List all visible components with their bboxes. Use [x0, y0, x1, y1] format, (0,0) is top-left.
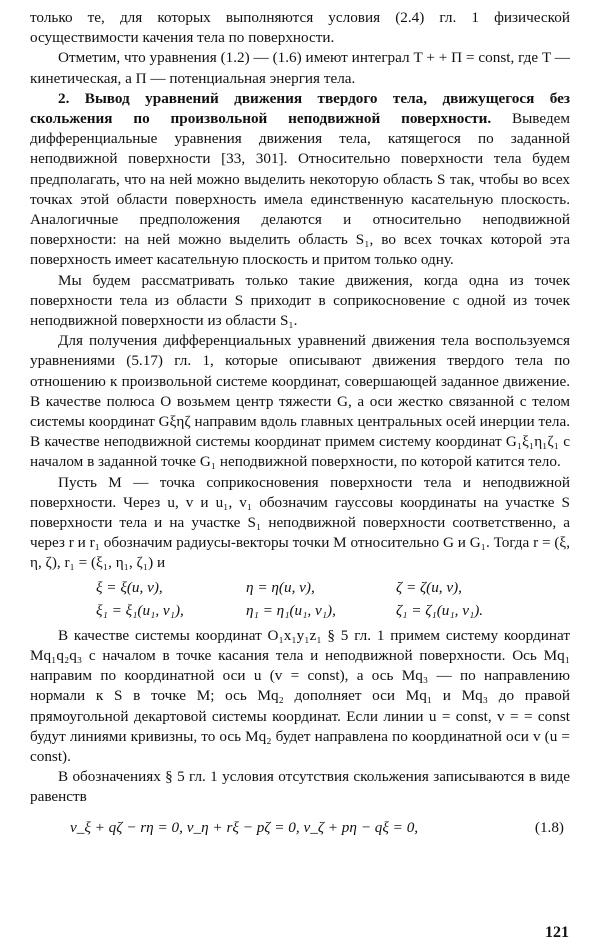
equation-block-coordinates — [96, 576, 570, 622]
paragraph-5: Для получения дифференциальных уравнений движения тела воспользуемся уравнениями (5.17) гл. 1, которые описывают движения твердого тела по отношению к произвольной системе координат, совершающей заданное движение. В качестве полюса O возьмем центр тяжести G, а оси жестко связанной с телом системы координат Gξηζ направим вдоль главных центральных осей инерции тела. В качестве неподвижной системы координат примем систему координат G₁ξ₁η₁ζ₁ с началом в заданной точке G₁ неподвижной поверхности, по которой катится тело. — [30, 332, 570, 471]
paragraph-6: Пусть M — точка соприкосновения поверхности тела и неподвижной поверхности. Через u, v и u₁, v₁ обозначим гауссовы координаты на участке S поверхности тела и на участке S₁ неподвижной поверхности соответственно, а через r и r₁ обозначим радиусы-векторы точки M относительно G и G₁. Тогда r = (ξ, η, ζ), r₁ = (ξ₁, η₁, ζ₁) и — [30, 473, 570, 572]
paragraph-4: Мы будем рассматривать только такие движения, когда одна из точек поверхности тела из области S приходит в соприкосновение с одной из точек неподвижной поверхности из области S₁. — [30, 271, 570, 330]
equation-no-slip — [70, 808, 570, 848]
paragraph-8: В обозначениях § 5 гл. 1 условия отсутствия скольжения записываются в виде равенств — [30, 768, 570, 806]
equation-no-slip-body: v_ξ + qζ − rη = 0, v_η + rξ − pζ = 0, v_ζ + pη − qξ = 0, — [70, 818, 419, 836]
section-heading: 2. Вывод уравнений движения твердого тела, движущегося без скольжения по произвольной неподвижной поверхности. — [30, 89, 570, 128]
equation-xi: ξ = ξ(u, v), — [96, 578, 163, 596]
equation-zeta1: ζ₁ = ζ₁(u₁, v₁). — [396, 601, 484, 619]
paragraph-2: Отметим, что уравнения (1.2) — (1.6) имеют интеграл T + + Π = const, где T — кинетическая, а Π — потенциальная энергия тела. — [30, 49, 570, 87]
equation-number: (1.8) — [534, 818, 564, 836]
paragraph-3 — [30, 89, 570, 271]
equation-xi1: ξ₁ = ξ₁(u₁, v₁), — [96, 601, 184, 619]
equation-eta1: η₁ = η₁(u₁, v₁), — [246, 601, 336, 619]
equation-eta: η = η(u, v), — [246, 578, 315, 596]
equation-zeta: ζ = ζ(u, v), — [396, 578, 462, 596]
section-body: Выведем дифференциальные уравнения движения тела, катящегося по заданной неподвижной поверхности [33, 301]. Относительно поверхности тела будем предполагать, что на ней можно выделить некоторую область S так, чтобы во всех точках этой области поверхность имела единственную касательную плоскость. Аналогичные предположения делаются и относительно неподвижной поверхности: на ней можно выделить область S₁, во всех точках которой эта поверхность имеет касательную плоскость и притом только одну. — [30, 110, 570, 269]
paragraph-7: В качестве системы координат O₁x₁y₁z₁ § 5 гл. 1 примем систему координат Mq₁q₂q₃ с началом в точке касания тела и неподвижной поверхности. Ось Mq₁ направим по координатной оси u (v = const), а ось Mq₃ — по направлению нормали к S в точке M; ось Mq₂ дополняет оси Mq₁ и Mq₃ до правой прямоугольной декартовой системы координат. Если линии u = const, v = = const будут линиями кривизны, то ось Mq₂ будет направлена по координатной оси v (u = const). — [30, 626, 570, 765]
page-body — [30, 8, 570, 848]
paragraph-1: только те, для которых выполняются условия (2.4) гл. 1 физической осуществимости качения тела по поверхности. — [30, 9, 570, 47]
page-number: 121 — [545, 924, 569, 941]
